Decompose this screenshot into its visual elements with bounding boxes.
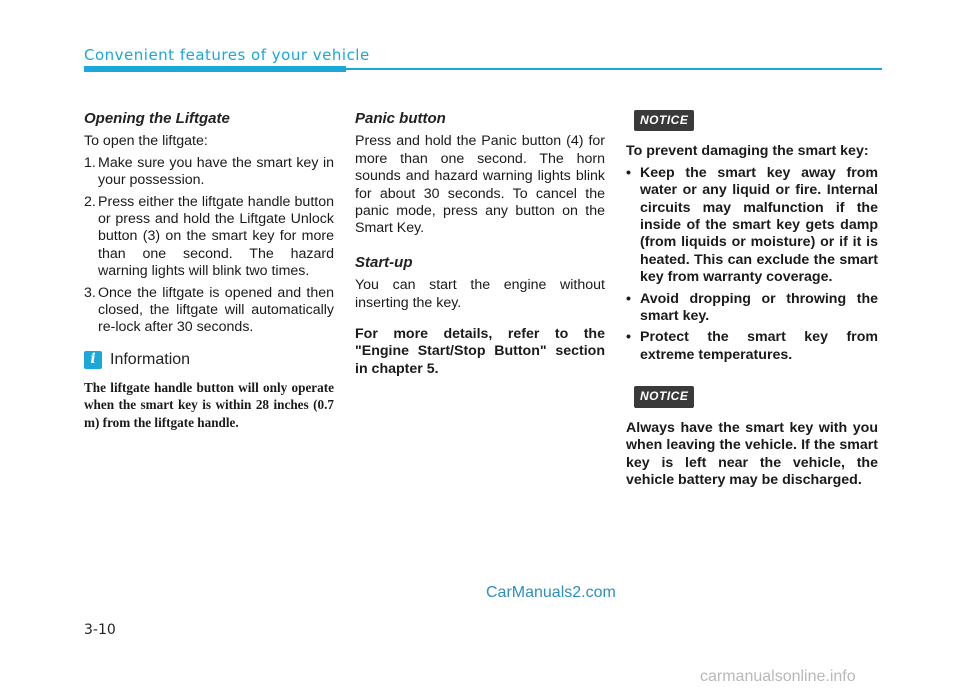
watermark-link[interactable]: CarManuals2.com bbox=[486, 584, 616, 601]
notice-intro: To prevent damaging the smart key: bbox=[626, 143, 869, 160]
step-text: Press either the liftgate handle button or press and hold the Liftgate Unlock button (3) on the smart key for more than one second. The hazard warning lights will blink two times. bbox=[98, 193, 334, 280]
information-icon: i bbox=[84, 351, 102, 369]
notice-badge: NOTICE bbox=[634, 110, 694, 131]
column-liftgate bbox=[84, 110, 334, 432]
notice-bullets bbox=[626, 165, 878, 364]
startup-reference: For more details, refer to the "Engine Start/Stop Button" section in chapter 5. bbox=[355, 326, 605, 377]
list-item bbox=[84, 155, 334, 190]
step-number: 2. bbox=[84, 193, 96, 210]
liftgate-intro: To open the liftgate: bbox=[84, 133, 208, 150]
list-item: • Avoid dropping or throwing the smart key. bbox=[626, 291, 878, 326]
panic-heading: Panic button bbox=[355, 110, 446, 127]
step-number: 3. bbox=[84, 284, 96, 301]
step-number: 1. bbox=[84, 154, 96, 171]
column-panic-startup bbox=[355, 110, 605, 378]
liftgate-steps bbox=[84, 155, 334, 337]
panic-text: Press and hold the Panic button (4) for more than one second. The horn sounds and hazard warning lights blink for about 30 seconds. To cancel the panic mode, press any button on the Smart Key. bbox=[355, 133, 605, 237]
page-number: 3-10 bbox=[84, 622, 116, 638]
header-rule bbox=[346, 68, 882, 70]
information-header bbox=[84, 351, 334, 369]
startup-text: You can start the engine without inserting the key. bbox=[355, 277, 605, 311]
list-item: • Keep the smart key away from water or any liquid or fire. Internal circuits may malfunction if the inside of the smart key gets damp (from liquids or moisture) or if it is heated. This can exclude the smart key from warranty coverage. bbox=[626, 165, 878, 287]
header-bar bbox=[84, 66, 346, 72]
footer-watermark: carmanualsonline.info bbox=[700, 668, 856, 685]
notice-text: Always have the smart key with you when leaving the vehicle. If the smart key is left near the vehicle, the vehicle battery may be discharged. bbox=[626, 419, 878, 488]
step-text: Make sure you have the smart key in your possession. bbox=[98, 154, 334, 189]
section-header-title: Convenient features of your vehicle bbox=[84, 46, 370, 64]
information-body: The liftgate handle button will only operate when the smart key is within 28 inches (0.7 m) from the liftgate handle. bbox=[84, 379, 334, 431]
step-text: Once the liftgate is opened and then closed, the liftgate will automatically re-lock after 30 seconds. bbox=[98, 284, 334, 336]
list-item bbox=[84, 285, 334, 337]
notice-badge: NOTICE bbox=[634, 386, 694, 407]
list-item bbox=[84, 194, 334, 281]
list-item: • Protect the smart key from extreme temperatures. bbox=[626, 329, 878, 364]
startup-heading: Start-up bbox=[355, 253, 413, 271]
information-label: Information bbox=[110, 351, 191, 369]
liftgate-heading: Opening the Liftgate bbox=[84, 110, 230, 127]
column-notices bbox=[626, 110, 878, 489]
